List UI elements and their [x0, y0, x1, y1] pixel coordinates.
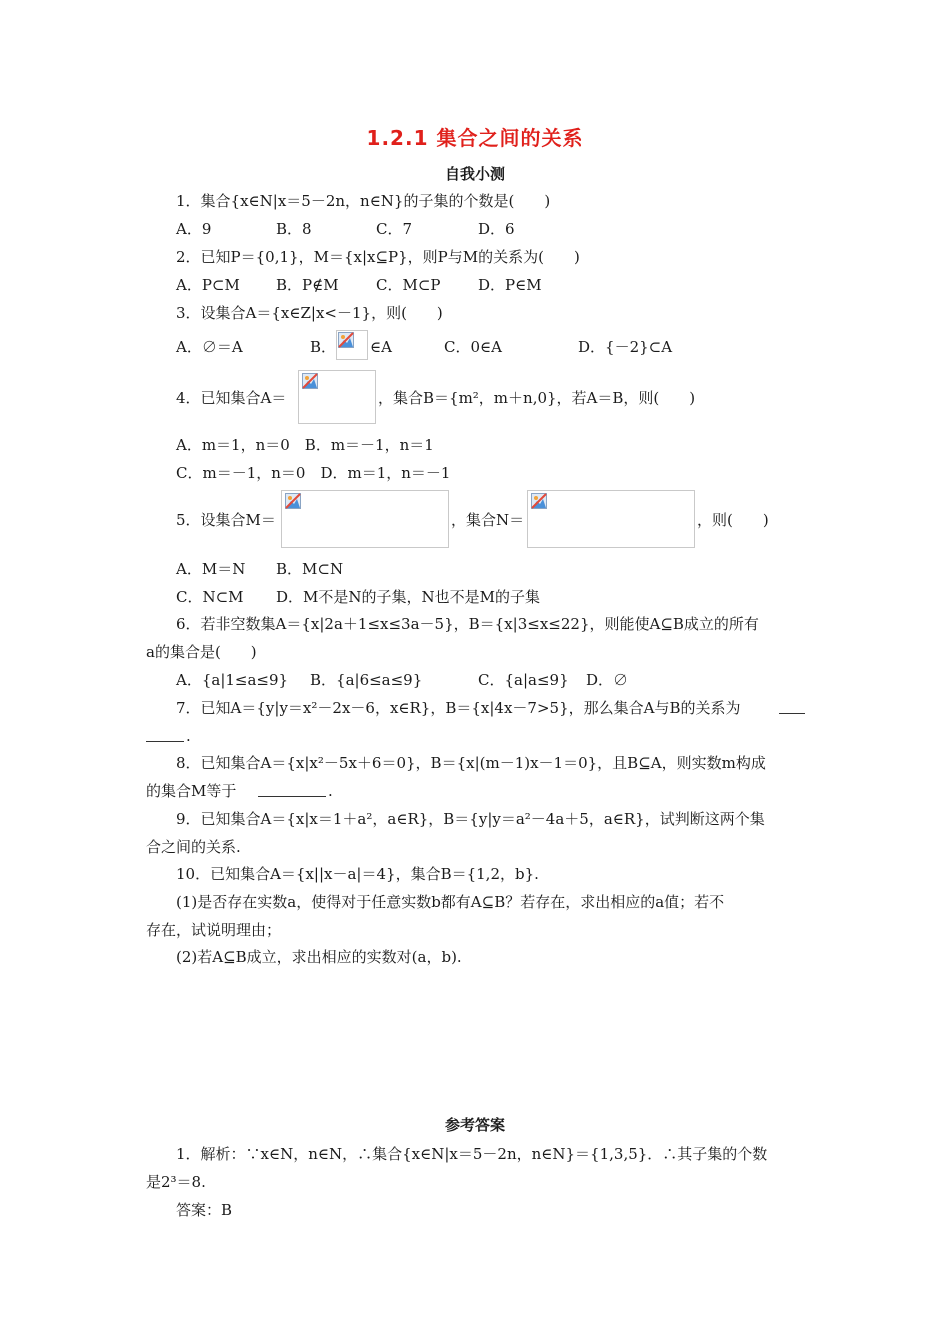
question-8-line-2-end: .	[328, 782, 333, 800]
question-10-stem: 10．已知集合A＝{x||x－a|＝4}，集合B＝{1,2，b}.	[176, 865, 539, 883]
q2-option-c: C．M⊂P	[376, 276, 441, 294]
broken-image-icon	[531, 493, 547, 509]
q3-option-d: D．{－2}⊂A	[578, 338, 673, 356]
inline-formula-image	[336, 330, 368, 360]
question-7-line-2-end: .	[186, 727, 191, 745]
q1-option-a: A．9	[176, 220, 212, 238]
q3-option-b: B．	[310, 338, 337, 356]
q2-option-a: A．P⊂M	[176, 276, 240, 294]
question-6-line-1: 6．若非空数集A＝{x|2a＋1≤x≤3a－5}，B＝{x|3≤x≤22}，则能使A⊆B成立的所有	[176, 615, 759, 633]
section-heading-answers: 参考答案	[444, 1116, 505, 1134]
question-9-line-2: 合之间的关系.	[146, 838, 241, 856]
question-4-stem-end: ，集合B＝{m²，m＋n,0}，若A＝B，则( )	[378, 389, 696, 407]
q1-option-c: C．7	[376, 220, 413, 238]
question-8-line-1: 8．已知集合A＝{x|x²－5x＋6＝0}，B＝{x|(m－1)x－1＝0}，且B⊆A，则实数m构成	[176, 754, 766, 772]
q5-option-c: C．N⊂M	[176, 588, 244, 606]
broken-image-icon	[285, 493, 301, 509]
question-10-part-1-line-1: (1)是否存在实数a，使得对于任意实数b都有A⊆B？若存在，求出相应的a值；若不	[176, 893, 725, 911]
question-10-part-2: (2)若A⊆B成立，求出相应的实数对(a，b).	[176, 948, 462, 966]
question-4-stem-start: 4．已知集合A＝	[176, 389, 287, 407]
q3-option-c: C．0∈A	[444, 338, 502, 356]
question-1-stem: 1．集合{x∈N|x＝5－2n，n∈N}的子集的个数是( )	[176, 192, 551, 210]
question-5-stem-end: ，则( )	[697, 511, 769, 529]
q2-option-b: B．P∉M	[276, 276, 339, 294]
q5-option-d: D．M不是N的子集，N也不是M的子集	[276, 588, 540, 606]
section-heading-self-test: 自我小测	[444, 165, 505, 183]
question-5-stem-mid: ，集合N＝	[451, 511, 525, 529]
broken-image-icon	[338, 332, 354, 348]
answer-blank	[258, 796, 326, 797]
q6-option-b: B．{a|6≤a≤9}	[310, 671, 423, 689]
page-title: 1.2.1 集合之间的关系	[366, 126, 584, 150]
q6-option-d: D．∅	[586, 671, 629, 689]
answer-1-result: 答案：B	[176, 1201, 233, 1219]
q5-option-a: A．M＝N	[176, 560, 246, 578]
answer-blank	[779, 713, 805, 714]
question-3-stem: 3．设集合A＝{x∈Z|x<－1}，则( )	[176, 304, 443, 322]
question-8-line-2: 的集合M等于	[146, 782, 237, 800]
q1-option-b: B．8	[276, 220, 312, 238]
answer-1-line-1: 1．解析：∵x∈N，n∈N，∴集合{x∈N|x＝5－2n，n∈N}＝{1,3,5}．∴其子集的个数	[176, 1145, 768, 1163]
q6-option-a: A．{a|1≤a≤9}	[176, 671, 289, 689]
answer-blank	[146, 741, 184, 742]
set-a-formula-image	[298, 370, 376, 424]
broken-image-icon	[302, 373, 318, 389]
question-2-stem: 2．已知P＝{0,1}，M＝{x|x⊆P}，则P与M的关系为( )	[176, 248, 580, 266]
q6-option-c: C．{a|a≤9}	[478, 671, 569, 689]
q3-option-b-tail: ∈A	[370, 338, 392, 356]
set-m-formula-image	[281, 490, 449, 548]
question-6-line-2: a的集合是( )	[146, 643, 257, 661]
q3-option-a: A．∅＝A	[176, 338, 243, 356]
set-n-formula-image	[527, 490, 695, 548]
question-10-part-1-line-2: 存在，试说明理由；	[146, 921, 282, 939]
answer-1-line-2: 是2³＝8.	[146, 1173, 206, 1191]
q2-option-d: D．P∈M	[478, 276, 542, 294]
q5-option-b: B．M⊂N	[276, 560, 344, 578]
question-5-stem-start: 5．设集合M＝	[176, 511, 276, 529]
question-7-line-1: 7．已知A＝{y|y＝x²－2x－6，x∈R}，B＝{x|4x－7>5}，那么集合A与B的关系为	[176, 699, 741, 717]
q4-options-cd: C．m＝－1，n＝0 D．m＝1，n＝－1	[176, 464, 451, 482]
question-9-line-1: 9．已知集合A＝{x|x＝1＋a²，a∈R}，B＝{y|y＝a²－4a＋5，a∈R}，试判断这两个集	[176, 810, 765, 828]
q4-options-ab: A．m＝1，n＝0 B．m＝－1，n＝1	[176, 436, 434, 454]
q1-option-d: D．6	[478, 220, 515, 238]
